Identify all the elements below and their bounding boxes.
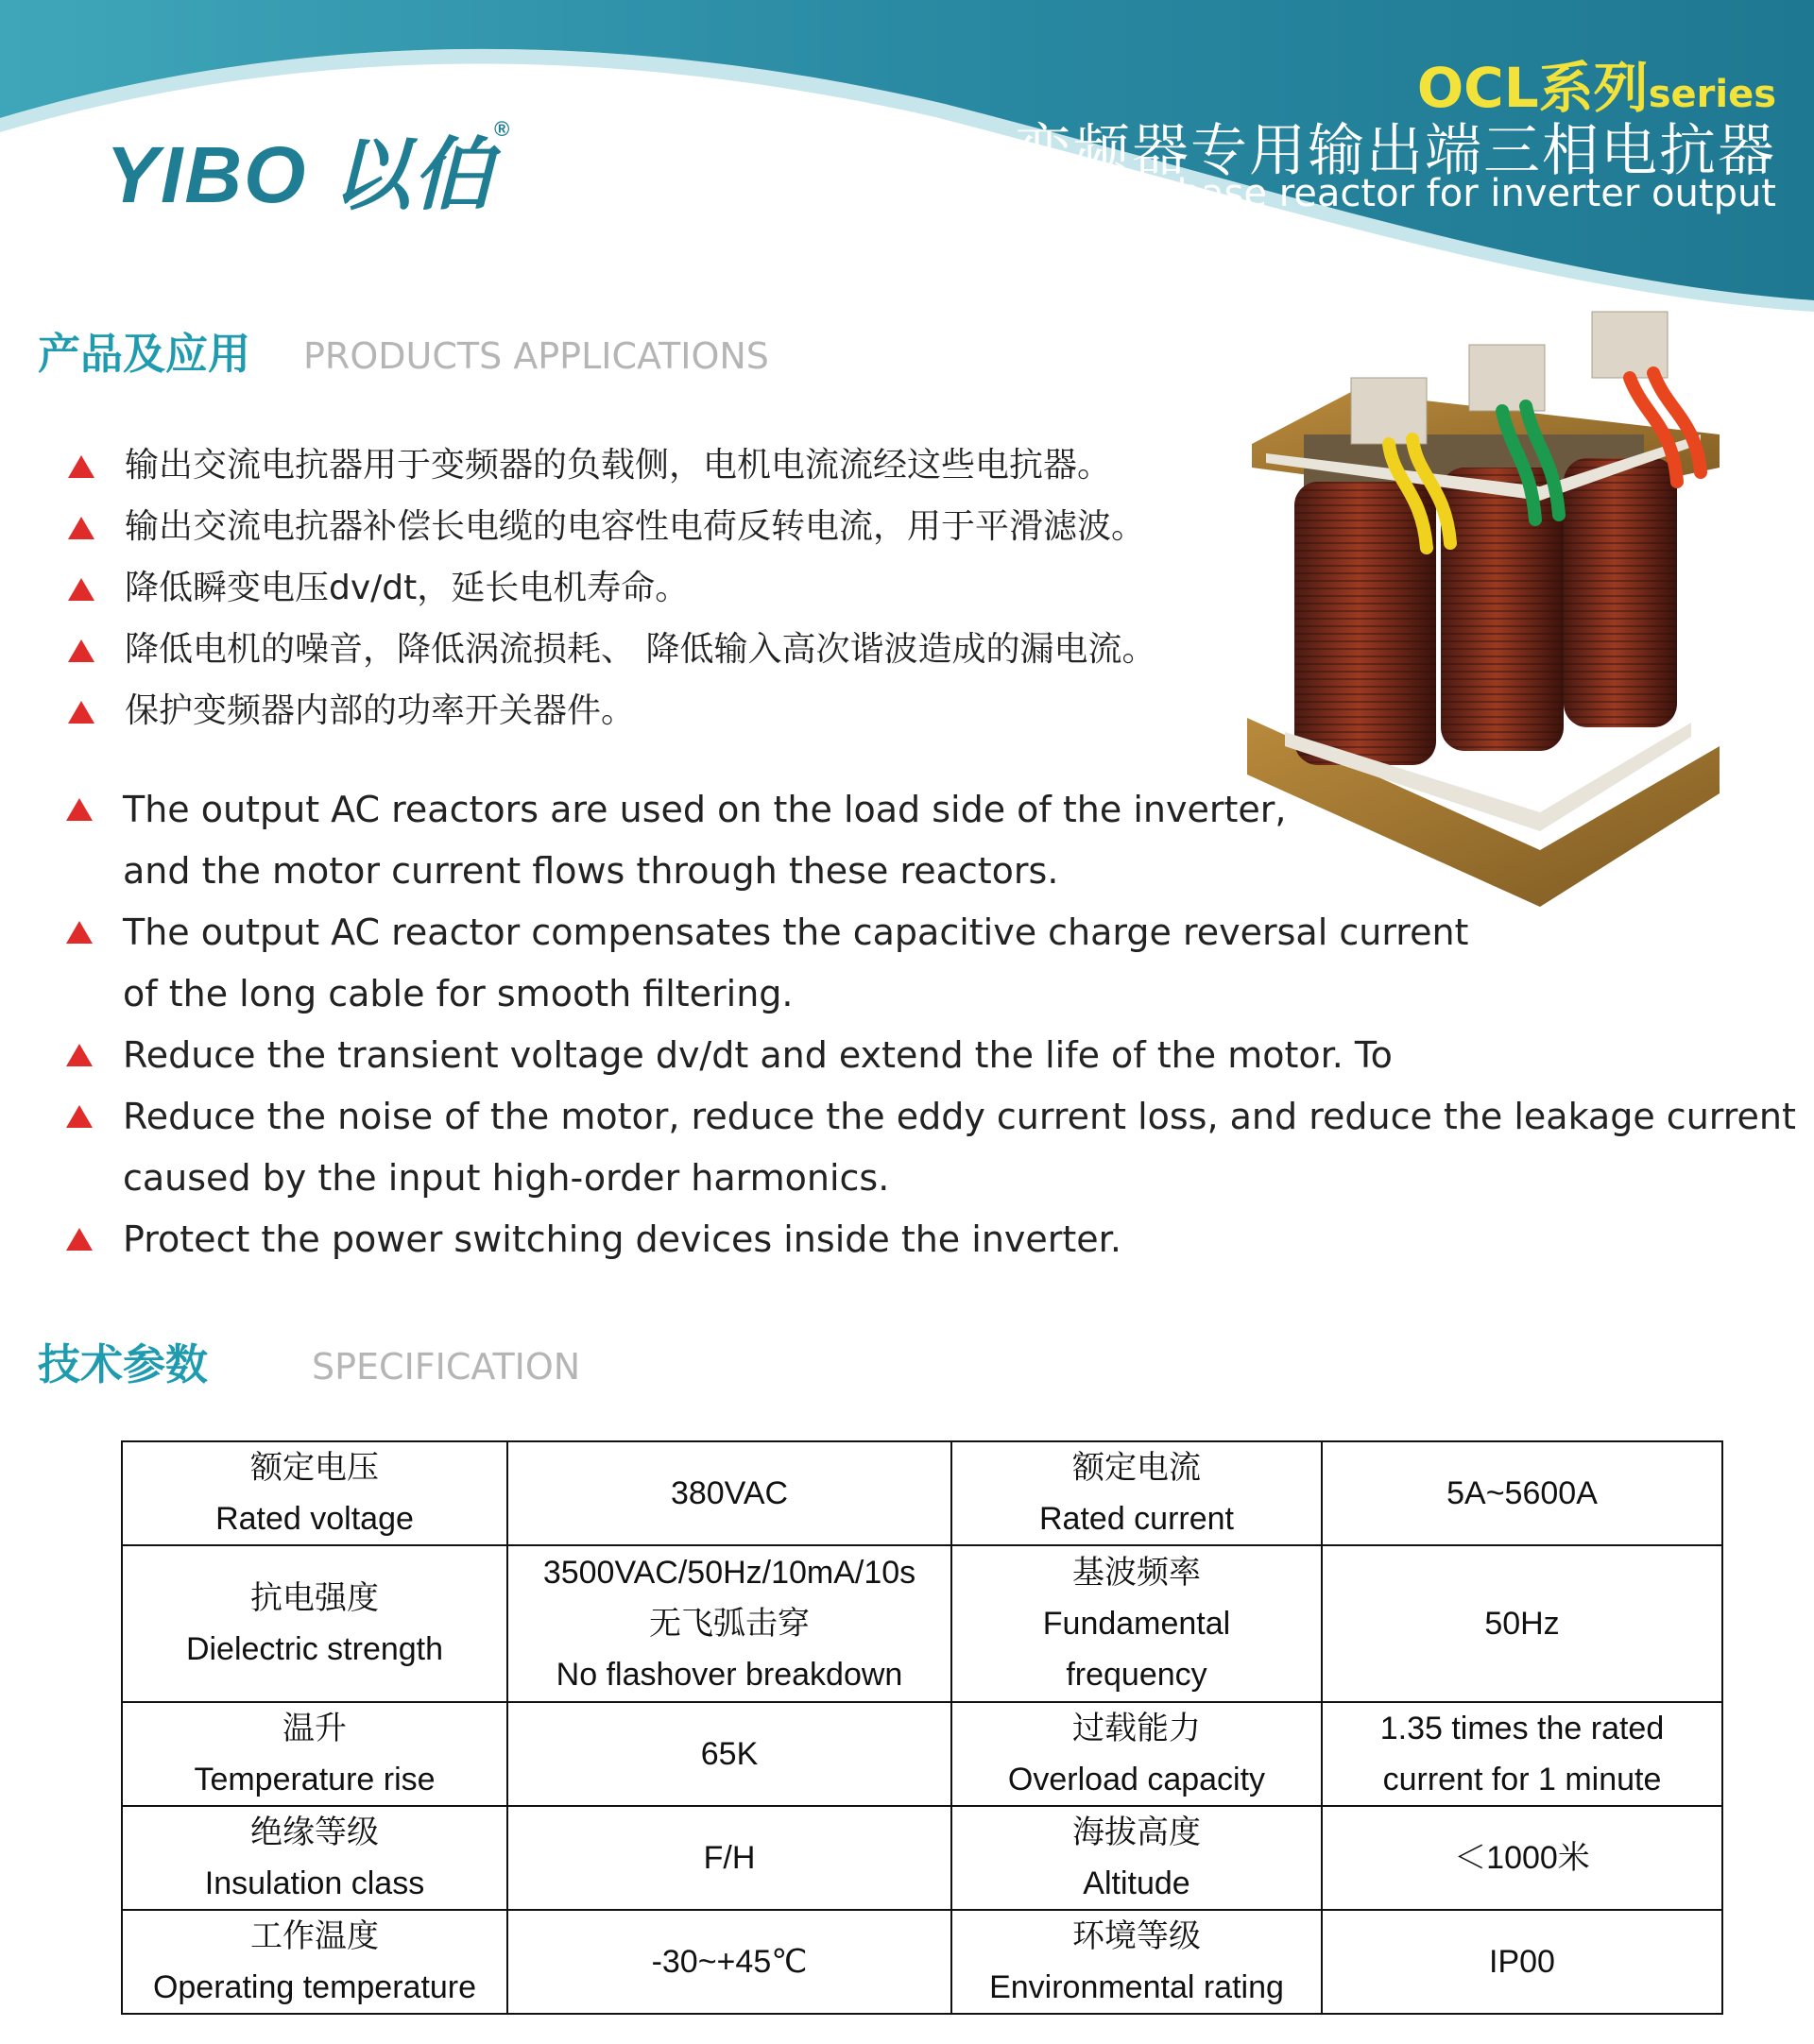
triangle-bullet-icon xyxy=(66,1228,93,1251)
table-row xyxy=(122,1545,1722,1702)
title-english: Three-phase reactor for inverter output xyxy=(1031,172,1776,215)
parameter-label: 基波频率 Fundamental frequency xyxy=(951,1545,1322,1702)
parameter-label: 环境等级 Environmental rating xyxy=(951,1910,1322,2014)
list-item: Reduce the noise of the motor, reduce the eddy current loss, and reduce the leakage current caused by the input high-order harmonics. xyxy=(66,1086,1796,1209)
list-item: 输出交流电抗器用于变频器的负载侧，电机电流流经这些电抗器。 xyxy=(68,434,1155,496)
parameter-value: IP00 xyxy=(1322,1910,1722,2014)
applications-list-cn xyxy=(68,434,1155,741)
logo-text: YIBO 以伯 xyxy=(106,130,494,219)
specification-table xyxy=(121,1440,1723,2015)
parameter-label: 工作温度 Operating temperature xyxy=(122,1910,507,2014)
applications-heading-cn: 产品及应用 xyxy=(38,329,251,379)
table-row xyxy=(122,1910,1722,2014)
specification-heading xyxy=(38,1330,580,1391)
list-item: The output AC reactors are used on the load side of the inverter, and the motor current flows through these reactors. xyxy=(66,779,1796,902)
brand-logo xyxy=(106,111,511,226)
parameter-value: 65K xyxy=(507,1702,951,1806)
parameter-value: 380VAC xyxy=(507,1441,951,1545)
parameter-label: 海拔高度 Altitude xyxy=(951,1806,1322,1910)
triangle-bullet-icon xyxy=(66,921,93,944)
parameter-label: 绝缘等级 Insulation class xyxy=(122,1806,507,1910)
applications-heading-en: PRODUCTS APPLICATIONS xyxy=(303,335,769,377)
list-item: The output AC reactor compensates the capacitive charge reversal current of the long cable for smooth filtering. xyxy=(66,902,1796,1025)
parameter-label: 额定电压 Rated voltage xyxy=(122,1441,507,1545)
applications-heading xyxy=(38,319,769,381)
title-chinese: 变频器专用输出端三相电抗器 xyxy=(1015,118,1776,184)
table-row xyxy=(122,1702,1722,1806)
list-item: 降低瞬变电压dv/dt，延长电机寿命。 xyxy=(68,557,1155,619)
triangle-bullet-icon xyxy=(66,1105,93,1128)
parameter-value: 50Hz xyxy=(1322,1545,1722,1702)
triangle-bullet-icon xyxy=(66,1044,93,1066)
triangle-bullet-icon xyxy=(66,798,93,821)
specification-heading-cn: 技术参数 xyxy=(38,1339,209,1389)
reactor-product-image xyxy=(1228,302,1757,926)
list-item: Protect the power switching devices inside the inverter. xyxy=(66,1209,1796,1270)
parameter-label: 额定电流 Rated current xyxy=(951,1441,1322,1545)
list-item: Reduce the transient voltage dv/dt and extend the life of the motor. To xyxy=(66,1025,1796,1086)
specification-table-body xyxy=(122,1441,1722,2014)
parameter-label: 抗电强度 Dielectric strength xyxy=(122,1545,507,1702)
list-item: 降低电机的噪音，降低涡流损耗、 降低输入高次谐波造成的漏电流。 xyxy=(68,619,1155,680)
parameter-value: 1.35 times the rated current for 1 minute xyxy=(1322,1702,1722,1806)
table-row xyxy=(122,1806,1722,1910)
parameter-value: 3500VAC/50Hz/10mA/10s 无飞弧击穿 No flashover breakdown xyxy=(507,1545,951,1702)
list-item: 输出交流电抗器补偿长电缆的电容性电荷反转电流，用于平滑滤波。 xyxy=(68,496,1155,557)
parameter-value: ＜1000米 xyxy=(1322,1806,1722,1910)
parameter-label: 温升 Temperature rise xyxy=(122,1702,507,1806)
triangle-bullet-icon xyxy=(68,639,94,662)
triangle-bullet-icon xyxy=(68,455,94,478)
specification-heading-en: SPECIFICATION xyxy=(312,1346,581,1388)
registered-mark: ® xyxy=(493,117,511,141)
parameter-value: -30~+45℃ xyxy=(507,1910,951,2014)
triangle-bullet-icon xyxy=(68,701,94,724)
triangle-bullet-icon xyxy=(68,517,94,539)
list-item: 保护变频器内部的功率开关器件。 xyxy=(68,680,1155,741)
parameter-value: F/H xyxy=(507,1806,951,1910)
table-row xyxy=(122,1441,1722,1545)
triangle-bullet-icon xyxy=(68,578,94,601)
series-main: OCL系列 xyxy=(1416,56,1649,120)
parameter-label: 过载能力 Overload capacity xyxy=(951,1702,1322,1806)
series-suffix: series xyxy=(1648,73,1776,116)
parameter-value: 5A~5600A xyxy=(1322,1441,1722,1545)
